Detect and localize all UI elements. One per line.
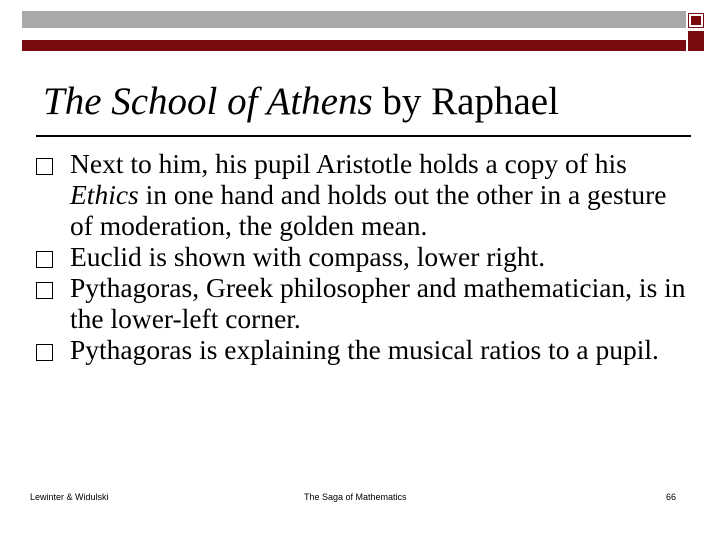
bullet-text: Pythagoras, Greek philosopher and mathematician, is in the lower-left corner. (70, 272, 686, 334)
bullet-item (34, 272, 694, 334)
footer-book-title: The Saga of Mathematics (304, 492, 407, 502)
checkbox-bullet-icon (36, 344, 53, 361)
bullet-text: Next to him, his pupil Aristotle holds a copy of his (70, 148, 627, 179)
title-rest: by Raphael (372, 80, 559, 123)
bullet-text: Euclid is shown with compass, lower right. (70, 241, 546, 272)
page-number: 66 (666, 492, 677, 502)
bullet-text: in one hand and holds out the other in a gesture of moderation, the golden mean. (70, 179, 667, 241)
slide-title (43, 82, 559, 121)
top-bar-gray (22, 11, 686, 28)
bullet-item (34, 148, 694, 241)
footer-authors: Lewinter & Widulski (30, 492, 109, 502)
corner-square-outline (688, 13, 704, 28)
checkbox-bullet-icon (36, 282, 53, 299)
top-bar-red (22, 40, 686, 51)
checkbox-bullet-icon (36, 251, 53, 268)
bullet-list (34, 148, 694, 365)
title-italic: The School of Athens (43, 80, 373, 123)
bullet-item (34, 241, 694, 272)
checkbox-bullet-icon (36, 158, 53, 175)
corner-square-filled (688, 31, 704, 51)
corner-square-inner (691, 16, 701, 25)
bullet-item (34, 334, 694, 365)
bullet-text: Pythagoras is explaining the musical ratios to a pupil. (70, 334, 659, 365)
bullet-italic: Ethics (70, 179, 139, 210)
top-decorative-bar (22, 11, 706, 41)
title-underline (36, 135, 691, 137)
